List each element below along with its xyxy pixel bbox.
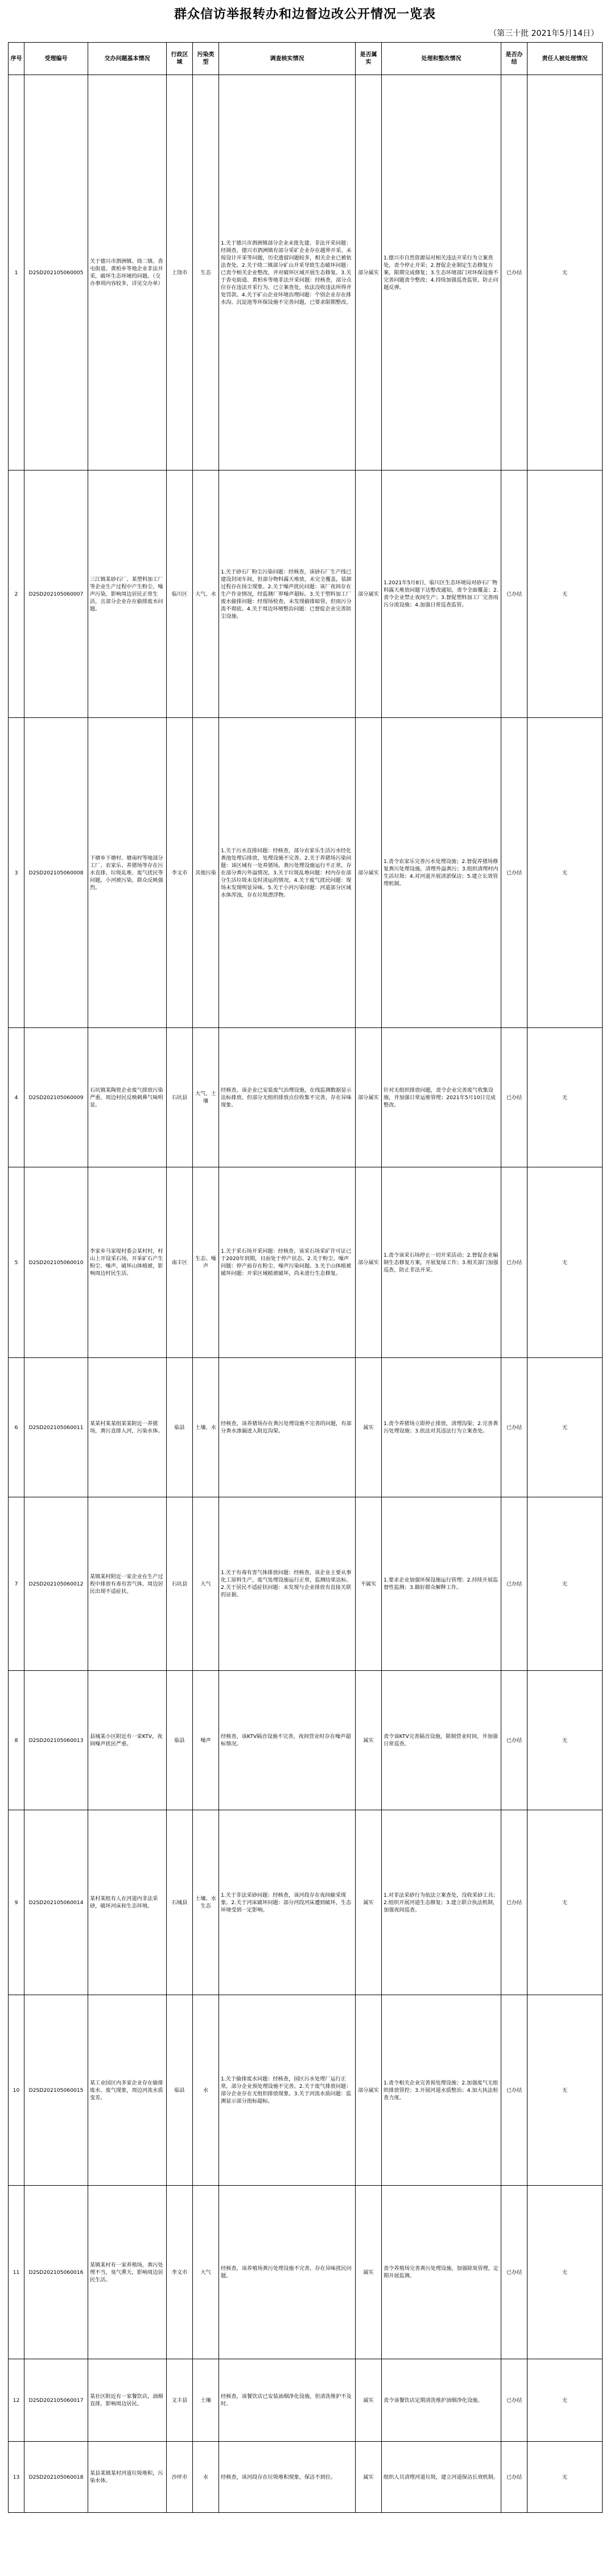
region: 临川区 [167, 470, 193, 718]
closed-status: 已办结 [501, 470, 527, 718]
column-header: 是否属实 [356, 43, 382, 75]
handling-description: 1.责令相关企业完善预处理设施；2.加强废气无组织排放管控；3.开展河道水质整治；4.加大执法检查力度。 [382, 1995, 501, 2186]
pollution-type: 其他污染 [193, 718, 219, 1028]
investigation-finding: 经核查，该河段存在垃圾堆积现象，保洁不到位。 [219, 2442, 356, 2513]
table-row [9, 1810, 603, 1995]
column-header: 责任人被处理情况 [527, 43, 603, 75]
region: 李文市 [167, 2186, 193, 2359]
table-row [9, 75, 603, 470]
region: 石坑县 [167, 1028, 193, 1167]
table-row [9, 2186, 603, 2359]
pollution-type: 大气、土壤 [193, 1028, 219, 1167]
column-header: 污染类型 [193, 43, 219, 75]
handling-description: 1.要求企业加强环保设施运行管理；2.持续开展监督性监测；3.做好群众解释工作。 [382, 1497, 501, 1671]
issue-description: 关于德兴市泗洲镇、绕二镇、香屯街道、黄柏乡等地企业非法开采，破坏生态环境的问题。（交办事项内容较多，详见交办单） [88, 75, 167, 470]
investigation-finding: 1.关于砂石厂粉尘污染问题：经核查，该砂石厂生产线已建设封闭车间，但部分物料露天堆放，未完全覆盖，装卸过程存在扬尘现象。2.关于噪声扰民问题：该厂夜间存在生产作业情况，经监测厂界噪声超标。3.关于塑料加工厂废水偷排问题：经现场检查，未发现偷排暗管，但雨污分流不彻底。4.关于周边环境整治问题：已督促企业完善防尘设施。 [219, 470, 356, 718]
verified-status: 部分属实 [356, 75, 382, 470]
verified-status: 属实 [356, 1358, 382, 1497]
row-number: 2 [9, 470, 24, 718]
investigation-finding: 1.关于非法采砂问题：经核查，该河段存在夜间偷采现象。2.关于河床破坏问题：部分河段河床遭到破坏，生态环境受到一定影响。 [219, 1810, 356, 1995]
verified-status: 不属实 [356, 1497, 382, 1671]
row-number: 7 [9, 1497, 24, 1671]
investigation-finding: 1.关于偷排废水问题：经核查，园区污水处理厂运行正常，部分企业预处理设施不完善。2.关于废气排放问题：部分企业存在无组织排放现象。3.关于河流水质问题：监测显示部分指标超标。 [219, 1995, 356, 2186]
pollution-type: 水 [193, 2442, 219, 2513]
column-header: 行政区域 [167, 43, 193, 75]
issue-description: 某某村某某组某某附近一养猪场，粪污直排入河，污染水体。 [88, 1358, 167, 1497]
region: 南丰区 [167, 1167, 193, 1358]
accountability: 无 [527, 75, 603, 470]
issue-description: 某县某镇某村河道垃圾堆积，污染水体。 [88, 2442, 167, 2513]
issue-description: 下塘乡下塘村、塘南村等地部分工厂、农家乐、养猪场等存在污水直排、垃圾乱堆、废气扰民等问题，小河被污染，群众反映强烈。 [88, 718, 167, 1028]
closed-status: 已办结 [501, 75, 527, 470]
closed-status: 已办结 [501, 2359, 527, 2442]
table-row [9, 718, 603, 1028]
pollution-type: 噪声 [193, 1671, 219, 1810]
case-id: D2SD202105060017 [24, 2359, 88, 2442]
page-subtitle: （第三十批 2021年5月14日） [489, 29, 599, 38]
verified-status: 属实 [356, 2442, 382, 2513]
region: 上饶市 [167, 75, 193, 470]
region: 石城县 [167, 1810, 193, 1995]
verified-status: 属实 [356, 1671, 382, 1810]
issue-description: 某村某组有人在河道内非法采砂，破坏河床和生态环境。 [88, 1810, 167, 1995]
issue-description: 某社区附近有一家餐饮店，油烟直排，影响周边居民。 [88, 2359, 167, 2442]
investigation-finding: 1.关于采石场开采问题：经核查，该采石场采矿许可证已于2020年到期，目前处于停产状态。2.关于粉尘、噪声问题：停产前存在粉尘、噪声污染问题。3.关于山体植被破坏问题：开采区域植被破坏，尚未进行生态修复。 [219, 1167, 356, 1358]
issue-description: 李家乡马家堤村委会某村村，村山上开设采石场，开采矿石产生粉尘、噪声，破坏山体植被，影响周边村民生活。 [88, 1167, 167, 1358]
row-number: 5 [9, 1167, 24, 1358]
case-id: D2SD202105060005 [24, 75, 88, 470]
accountability: 无 [527, 1671, 603, 1810]
issue-description: 县城某小区附近有一家KTV，夜间噪声扰民严重。 [88, 1671, 167, 1810]
handling-description: 组织人员清理河道垃圾，建立河道保洁长效机制。 [382, 2442, 501, 2513]
closed-status: 已办结 [501, 1358, 527, 1497]
accountability: 无 [527, 2359, 603, 2442]
table-row [9, 1671, 603, 1810]
verified-status: 属实 [356, 1810, 382, 1995]
case-id: D2SD202105060010 [24, 1167, 88, 1358]
table-row [9, 2442, 603, 2513]
region: 临县 [167, 1358, 193, 1497]
row-number: 12 [9, 2359, 24, 2442]
column-header: 是否办结 [501, 43, 527, 75]
pollution-type: 大气 [193, 2186, 219, 2359]
row-number: 4 [9, 1028, 24, 1167]
handling-description: 1.对非法采砂行为依法立案查处，没收采砂工具；2.组织开展河道生态修复；3.建立联合执法机制，加强夜间巡查。 [382, 1810, 501, 1995]
row-number: 6 [9, 1358, 24, 1497]
accountability: 无 [527, 2186, 603, 2359]
column-header: 序号 [9, 43, 24, 75]
accountability: 无 [527, 1358, 603, 1497]
investigation-finding: 经核查，该KTV隔音设施不完善，夜间营业时存在噪声超标情况。 [219, 1671, 356, 1810]
row-number: 3 [9, 718, 24, 1028]
issue-description: 石坑镇某陶瓷企业废气排放污染严重，周边村民反映刺鼻气味明显。 [88, 1028, 167, 1167]
case-id: D2SD202105060018 [24, 2442, 88, 2513]
closed-status: 已办结 [501, 1497, 527, 1671]
closed-status: 已办结 [501, 1810, 527, 1995]
region: 沙坪市 [167, 2442, 193, 2513]
investigation-finding: 经核查，该养殖场粪污处理设施不完善，存在异味扰民问题。 [219, 2186, 356, 2359]
case-id: D2SD202105060015 [24, 1995, 88, 2186]
column-header: 交办问题基本情况 [88, 43, 167, 75]
verified-status: 部分属实 [356, 718, 382, 1028]
pollution-type: 水 [193, 1995, 219, 2186]
handling-description: 责令养殖场完善粪污处理设施，加强除臭管理，定期开展监测。 [382, 2186, 501, 2359]
handling-description: 1.责令农家乐完善污水处理设施；2.督促养猪场修复粪污处理设施，清理外溢粪污；3.组织清理村内生活垃圾；4.对河道开展清淤保洁；5.建立长效管理机制。 [382, 718, 501, 1028]
row-number: 9 [9, 1810, 24, 1995]
case-id: D2SD202105060014 [24, 1810, 88, 1995]
handling-description: 责令该餐饮店定期清洗维护油烟净化设施。 [382, 2359, 501, 2442]
accountability: 无 [527, 1810, 603, 1995]
table-row [9, 1358, 603, 1497]
pollution-type: 土壤、水 [193, 1358, 219, 1497]
investigation-finding: 1.关于有毒有害气体排放问题：经核查，该企业主要从事化工原料生产，废气处理设施运行正常，监测结果达标。2.关于居民不适症状问题：未发现与企业排放有直接关联的证据。 [219, 1497, 356, 1671]
column-header: 调查核实情况 [219, 43, 356, 75]
verified-status: 属实 [356, 2186, 382, 2359]
table-row [9, 1167, 603, 1358]
petition-table [8, 42, 603, 2513]
row-number: 1 [9, 75, 24, 470]
region: 石坑县 [167, 1497, 193, 1671]
table-row [9, 1995, 603, 2186]
pollution-type: 生态 [193, 75, 219, 470]
case-id: D2SD202105060008 [24, 718, 88, 1028]
pollution-type: 生态、噪声 [193, 1167, 219, 1358]
accountability: 无 [527, 718, 603, 1028]
verified-status: 部分属实 [356, 470, 382, 718]
closed-status: 已办结 [501, 2442, 527, 2513]
issue-description: 三江镇某砂石厂、某塑料加工厂等企业生产过程中产生粉尘、噪声污染，影响周边居民正常生活，且部分企业存在偷排废水问题。 [88, 470, 167, 718]
case-id: D2SD202105060009 [24, 1028, 88, 1167]
page-title: 群众信访举报转办和边督边改公开情况一览表 [174, 7, 436, 22]
row-number: 10 [9, 1995, 24, 2186]
case-id: D2SD202105060011 [24, 1358, 88, 1497]
row-number: 13 [9, 2442, 24, 2513]
row-number: 8 [9, 1671, 24, 1810]
case-id: D2SD202105060012 [24, 1497, 88, 1671]
issue-description: 某镇某村附近一家企业在生产过程中排放有毒有害气体，周边居民出现不适症状。 [88, 1497, 167, 1671]
table-header-row [9, 43, 603, 75]
pollution-type: 大气、水 [193, 470, 219, 718]
issue-description: 某工业园区内多家企业存在偷排废水、废气现象，周边河流水质变差。 [88, 1995, 167, 2186]
handling-description: 1.责令该采石场停止一切开采活动；2.督促企业编制生态修复方案，开展复绿工作；3.相关部门加强巡查，防止非法开采。 [382, 1167, 501, 1358]
verified-status: 部分属实 [356, 1028, 382, 1167]
closed-status: 已办结 [501, 718, 527, 1028]
verified-status: 部分属实 [356, 1995, 382, 2186]
closed-status: 已办结 [501, 1671, 527, 1810]
closed-status: 已办结 [501, 1028, 527, 1167]
row-number: 11 [9, 2186, 24, 2359]
region: 临县 [167, 1671, 193, 1810]
verified-status: 属实 [356, 2359, 382, 2442]
table-row [9, 2359, 603, 2442]
accountability: 无 [527, 1167, 603, 1358]
investigation-finding: 经核查，该养猪场存在粪污处理设施不完善的问题，有部分粪水渗漏进入附近沟渠。 [219, 1358, 356, 1497]
handling-description: 针对无组织排放问题，责令企业完善废气收集设施，并加强日常运维管理；2021年5月10日完成整改。 [382, 1028, 501, 1167]
investigation-finding: 1.关于污水直排问题：经核查，部分农家乐生活污水经化粪池处理后排放，处理设施不完善。2.关于养猪场污染问题：该区域有一处养猪场，粪污处理设施运行不正常，存在部分粪污外溢情况。3.关于垃圾乱堆问题：村内存在部分生活垃圾未及时清运的情况。4.关于废气扰民问题：现场未发现明显异味。5.关于小河污染问题：河道部分区域水体浑浊，存在垃圾漂浮物。 [219, 718, 356, 1028]
handling-description: 1.2021年5月8日，临川区生态环境局对砂石厂物料露天堆放问题下达整改通知，责令全面覆盖；2.责令企业禁止夜间生产；3.督促塑料加工厂完善雨污分流设施；4.加强日常巡查监管。 [382, 470, 501, 718]
region: 文丰县 [167, 2359, 193, 2442]
pollution-type: 土壤、水生态 [193, 1810, 219, 1995]
case-id: D2SD202105060007 [24, 470, 88, 718]
accountability: 无 [527, 1497, 603, 1671]
handling-description: 1.责令养猪场立即停止排放，清理沟渠；2.完善粪污处理设施；3.依法对其违法行为立案查处。 [382, 1358, 501, 1497]
accountability: 无 [527, 1995, 603, 2186]
table-row [9, 470, 603, 718]
case-id: D2SD202105060016 [24, 2186, 88, 2359]
closed-status: 已办结 [501, 1995, 527, 2186]
region: 临县 [167, 1995, 193, 2186]
accountability: 无 [527, 1028, 603, 1167]
closed-status: 已办结 [501, 1167, 527, 1358]
investigation-finding: 经核查，该企业已安装废气治理设施，在线监测数据显示达标排放，但部分无组织排放点位收集不完善，存在异味现象。 [219, 1028, 356, 1167]
closed-status: 已办结 [501, 2186, 527, 2359]
pollution-type: 大气 [193, 1497, 219, 1671]
pollution-type: 土壤 [193, 2359, 219, 2442]
investigation-finding: 经核查，该餐饮店已安装油烟净化设施，但清洗维护不及时。 [219, 2359, 356, 2442]
table-row [9, 1497, 603, 1671]
handling-description: 1.德兴市自然资源局对相关违法开采行为立案查处，责令停止开采；2.督促企业制定生态修复方案，限期完成修复；3.生态环境部门对环保设施不完善问题责令整改；4.持续加强巡查监管，防止问题反弹。 [382, 75, 501, 470]
investigation-finding: 1.关于德兴市泗洲镇部分企业未批先建、非法开采问题：经调查，德兴市泗洲镇有部分采矿企业存在越界开采、未按设计开采等问题，历史遗留问题较多，相关企业已被依法查处。2.关于绕二镇部分矿山开采导致生态破坏问题：已责令相关企业整改，并对破坏区域开展生态修复。3.关于香屯街道、黄柏乡等地非法开采问题：经核查，部分点位存在违法开采行为，已立案查处，依法没收违法所得并处罚款。4.关于矿山企业环境治理问题：个别企业存在排水沟、沉淀池等环保设施不完善问题，已要求限期整改。 [219, 75, 356, 470]
accountability: 无 [527, 2442, 603, 2513]
column-header: 受理编号 [24, 43, 88, 75]
case-id: D2SD202105060013 [24, 1671, 88, 1810]
column-header: 处理和整改情况 [382, 43, 501, 75]
table-row [9, 1028, 603, 1167]
verified-status: 部分属实 [356, 1167, 382, 1358]
handling-description: 责令该KTV完善隔音设施，限制营业时间，并加强日常巡查。 [382, 1671, 501, 1810]
accountability: 无 [527, 470, 603, 718]
issue-description: 某镇某村有一家养殖场，粪污处理不当，臭气熏天，影响周边居民生活。 [88, 2186, 167, 2359]
region: 李文市 [167, 718, 193, 1028]
